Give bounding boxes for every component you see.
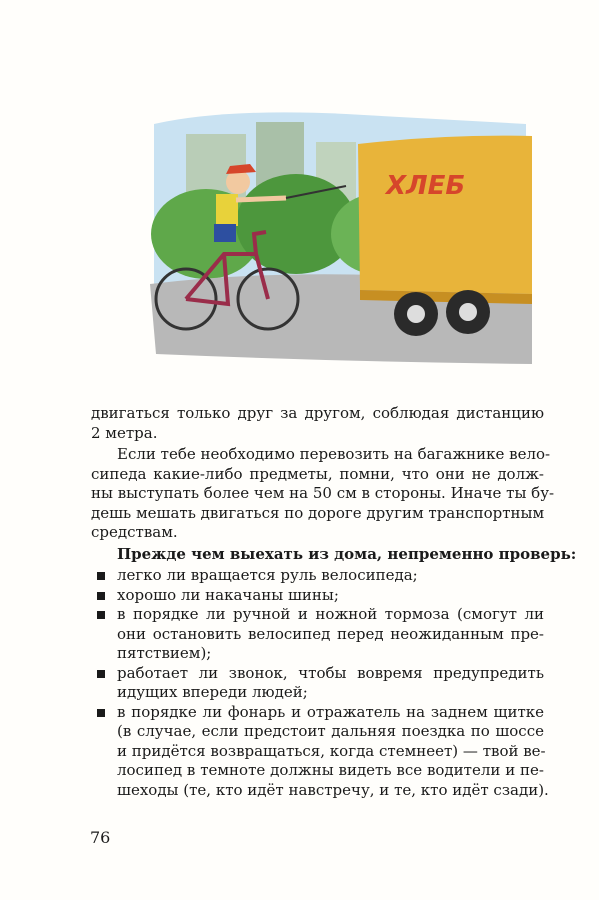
- checklist-heading: [91, 545, 577, 565]
- bullet-square-icon: [97, 572, 105, 580]
- bullet-square-icon: [97, 592, 105, 600]
- bullet-square-icon: [97, 709, 105, 717]
- truck-sign: ХЛЕБ: [386, 171, 466, 201]
- text-line: работает ли звонок, чтобы вовремя предупредить: [117, 663, 544, 682]
- illustration-svg: [146, 94, 532, 374]
- text-line: сипеда какие-либо предметы, помни, что они не долж-: [91, 464, 544, 483]
- checklist-item: [91, 586, 544, 606]
- text-line: в порядке ли ручной и ножной тормоза (смогут ли: [117, 605, 544, 623]
- heading-text: Прежде чем выехать из дома, непременно проверь:: [117, 545, 577, 563]
- text-line: двигаться только друг за другом, соблюдая дистанцию: [91, 404, 544, 422]
- text-line: ны выступать более чем на 50 см в стороны. Иначе ты бу-: [91, 484, 555, 502]
- text-line: дешь мешать двигаться по дороге другим транспортным: [91, 503, 545, 522]
- checklist-item: [91, 702, 549, 801]
- text-line: лосипед в темноте должны видеть все водители и пе-: [117, 761, 544, 779]
- checklist-item: [91, 566, 544, 586]
- text-line: они остановить велосипед перед неожиданным пре-: [117, 624, 544, 643]
- text-line: пятствием);: [117, 644, 212, 662]
- bullet-square-icon: [97, 670, 105, 678]
- text-line: (в случае, если предстоит дальняя поездка по шоссе: [117, 722, 544, 740]
- text-line: шеходы (те, кто идёт навстречу, и те, кто идёт сзади).: [117, 780, 549, 799]
- cyclist-truck-illustration: [146, 94, 532, 374]
- page-number: 76: [90, 828, 111, 847]
- text-line: хорошо ли накачаны шины;: [117, 585, 339, 604]
- text-line: легко ли вращается руль велосипеда;: [117, 566, 418, 584]
- text-line: и придётся возвращаться, когда стемнеет) — твой ве-: [117, 741, 546, 760]
- paragraph-luggage: [91, 445, 555, 543]
- text-line: в порядке ли фонарь и отражатель на заднем щитке: [117, 702, 544, 721]
- checklist-item: [91, 664, 544, 703]
- text-line: средствам.: [91, 523, 178, 541]
- checklist-item: [91, 605, 544, 664]
- text-line: 2 метра.: [91, 423, 158, 442]
- paragraph-distance: [91, 404, 544, 443]
- bullet-square-icon: [97, 611, 105, 619]
- text-line: Если тебе необходимо перевозить на багажнике вело-: [117, 445, 551, 463]
- checklist: [91, 566, 549, 800]
- text-line: идущих впереди людей;: [117, 683, 308, 701]
